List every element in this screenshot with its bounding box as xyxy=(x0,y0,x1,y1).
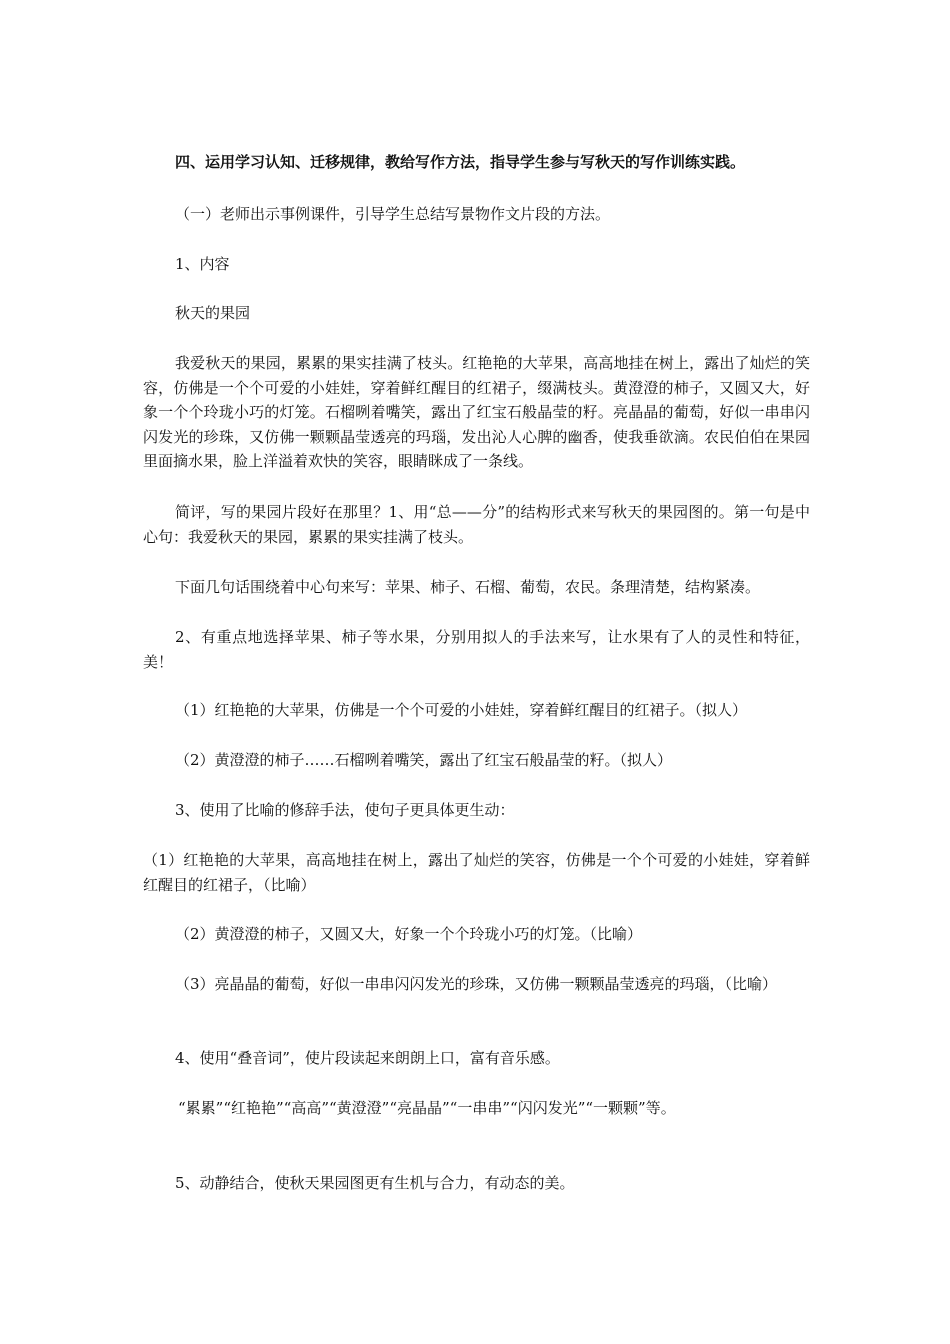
item-1-heading: 1、内容 xyxy=(175,255,230,273)
item-2-example-1: （1）红艳艳的大苹果，仿佛是一个个可爱的小娃娃，穿着鲜红醒目的红裙子。（拟人） xyxy=(175,701,748,719)
item-2-example-2: （2）黄澄澄的柿子……石榴咧着嘴笑，露出了红宝石般晶莹的籽。（拟人） xyxy=(175,751,673,769)
sample-title: 秋天的果园 xyxy=(175,304,251,322)
item-3-example-3: （3）亮晶晶的葡萄，好似一串串闪闪发光的珍珠，又仿佛一颗颗晶莹透亮的玛瑙，（比喻） xyxy=(175,975,778,993)
item-4-example: “累累”“红艳艳”“高高”“黄澄澄”“亮晶晶”“一串串”“闪闪发光”“一颗颗”等。 xyxy=(178,1099,676,1117)
sample-paragraph: 我爱秋天的果园，累累的果实挂满了枝头。红艳艳的大苹果，高高地挂在树上，露出了灿烂的笑容，仿佛是一个个可爱的小娃娃，穿着鲜红醒目的红裙子，缀满枝头。黄澄澄的柿子，又圆又大，好象一个个玲珑小巧的灯笼。石榴咧着嘴笑，露出了红宝石般晶莹的籽。亮晶晶的葡萄，好似一串串闪闪发光的珍珠，又仿佛一颗颗晶莹透亮的玛瑙，发出沁人心脾的幽香，使我垂欲滴。农民伯伯在果园里面摘水果，脸上洋溢着欢快的笑容，眼睛眯成了一条线。 xyxy=(143,354,810,470)
item-3-heading: 3、使用了比喻的修辞手法，使句子更具体更生动： xyxy=(175,801,515,819)
item-5-heading: 5、动静结合，使秋天果园图更有生机与合力，有动态的美。 xyxy=(175,1174,575,1192)
item-2-paragraph: 2、有重点地选择苹果、柿子等水果，分别用拟人的手法来写，让水果有了人的灵性和特征，美！ xyxy=(143,628,810,671)
item-3-example-1: （1）红艳艳的大苹果，高高地挂在树上，露出了灿烂的笑容，仿佛是一个个可爱的小娃娃，穿着鲜红醒目的红裙子，（比喻） xyxy=(143,851,810,894)
section-heading: 四、运用学习认知、迁移规律，教给写作方法，指导学生参与写秋天的写作训练实践。 xyxy=(175,153,746,171)
comment-paragraph-2: 下面几句话围绕着中心句来写：苹果、柿子、石榴、葡萄，农民。条理清楚，结构紧凑。 xyxy=(175,578,761,596)
subsection-heading: （一）老师出示事例课件，引导学生总结写景物作文片段的方法。 xyxy=(175,205,611,223)
comment-paragraph: 简评，写的果园片段好在那里？1、用“总——分”的结构形式来写秋天的果园图的。第一句是中心句：我爱秋天的果园，累累的果实挂满了枝头。 xyxy=(143,503,810,546)
item-4-heading: 4、使用“叠音词”，使片段读起来朗朗上口，富有音乐感。 xyxy=(175,1049,560,1067)
item-3-example-2: （2）黄澄澄的柿子，又圆又大，好象一个个玲珑小巧的灯笼。（比喻） xyxy=(175,925,643,943)
